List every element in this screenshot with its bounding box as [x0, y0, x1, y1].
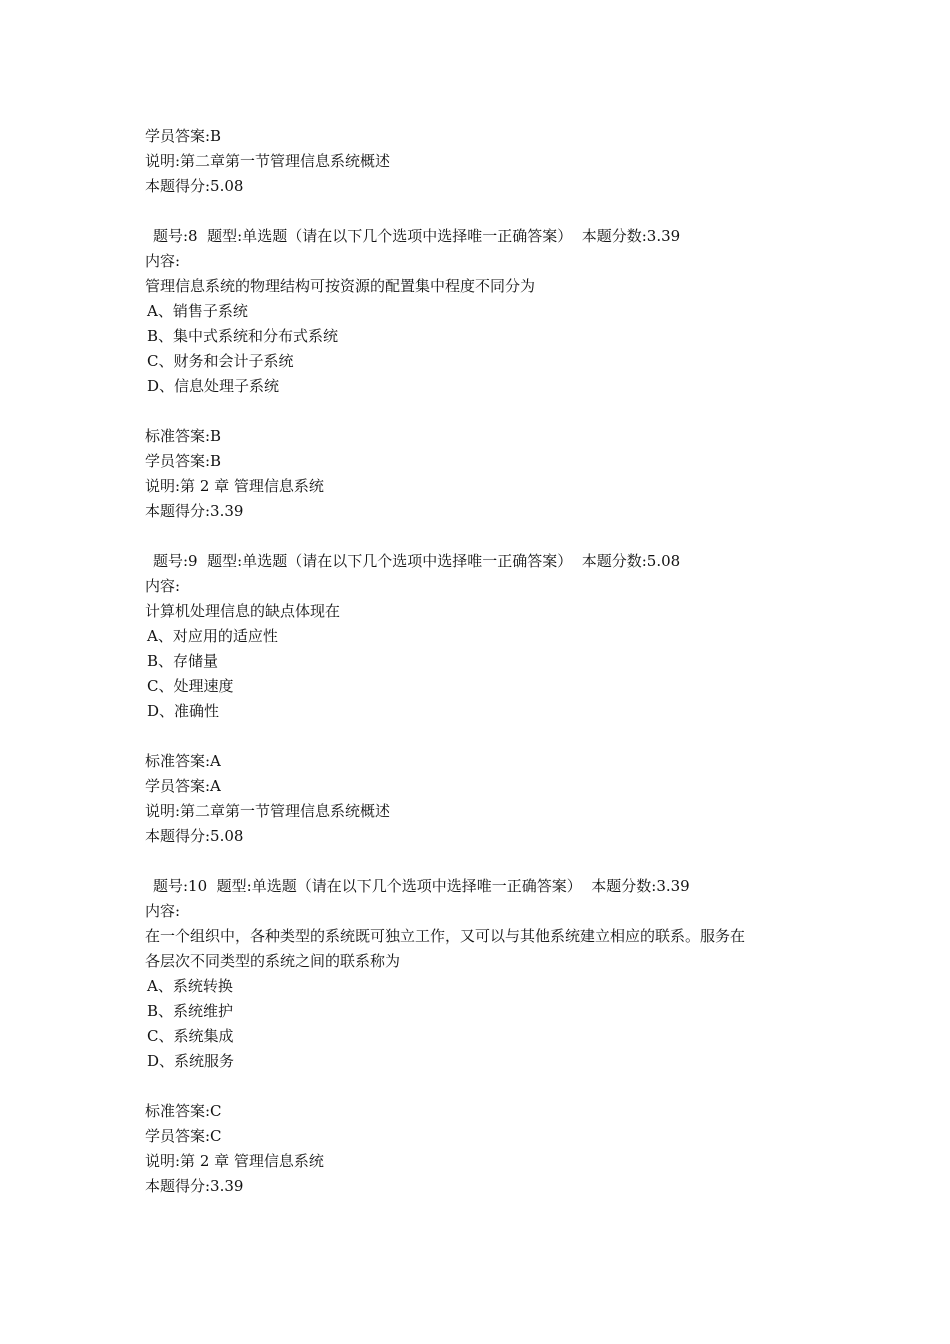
question-header-text: 题号:10 题型:单选题（请在以下几个选项中选择唯一正确答案） 本题分数:3.39 — [153, 877, 690, 895]
option-c: C、处理速度 — [147, 677, 234, 695]
option-b: B、存储量 — [147, 652, 219, 670]
content-label: 内容: — [145, 577, 181, 595]
spacer — [145, 199, 825, 224]
content-label: 内容: — [145, 902, 181, 920]
spacer — [145, 849, 825, 874]
question-block-8 — [145, 224, 825, 549]
option-a: A、系统转换 — [147, 977, 233, 995]
spacer — [145, 524, 825, 549]
explanation: 说明:第二章第一节管理信息系统概述 — [145, 802, 391, 820]
option-d: D、信息处理子系统 — [147, 377, 280, 395]
spacer — [145, 724, 825, 749]
content-label: 内容: — [145, 252, 181, 270]
student-answer: 学员答案:C — [145, 1127, 222, 1145]
question-stem-line-1: 在一个组织中，各种类型的系统既可独立工作，又可以与其他系统建立相应的联系。服务在 — [145, 927, 746, 945]
option-b: B、集中式系统和分布式系统 — [147, 327, 339, 345]
standard-answer: 标准答案:C — [145, 1102, 222, 1120]
question-header — [145, 224, 825, 249]
student-answer: 学员答案:B — [145, 452, 222, 470]
question-score: 本题得分:5.08 — [145, 177, 244, 195]
question-score: 本题得分:3.39 — [145, 502, 244, 520]
option-a: A、对应用的适应性 — [147, 627, 278, 645]
option-c: C、系统集成 — [147, 1027, 234, 1045]
option-b: B、系统维护 — [147, 1002, 234, 1020]
explanation: 说明:第二章第一节管理信息系统概述 — [145, 152, 391, 170]
question-stem: 计算机处理信息的缺点体现在 — [145, 602, 341, 620]
option-d: D、系统服务 — [147, 1052, 235, 1070]
standard-answer: 标准答案:A — [145, 752, 221, 770]
question-block-10 — [145, 874, 825, 1199]
question-stem-line-2: 各层次不同类型的系统之间的联系称为 — [145, 952, 401, 970]
question-score: 本题得分:5.08 — [145, 827, 244, 845]
question-score: 本题得分:3.39 — [145, 1177, 244, 1195]
spacer — [145, 399, 825, 424]
document-page — [145, 124, 825, 1199]
question-block-9 — [145, 549, 825, 874]
question-header — [145, 549, 825, 574]
explanation: 说明:第 2 章 管理信息系统 — [145, 477, 324, 495]
option-c: C、财务和会计子系统 — [147, 352, 294, 370]
option-a: A、销售子系统 — [147, 302, 248, 320]
question-header — [145, 874, 825, 899]
spacer — [145, 1074, 825, 1099]
option-d: D、准确性 — [147, 702, 220, 720]
student-answer: 学员答案:A — [145, 777, 221, 795]
question-header-text: 题号:8 题型:单选题（请在以下几个选项中选择唯一正确答案） 本题分数:3.39 — [153, 227, 681, 245]
question-header-text: 题号:9 题型:单选题（请在以下几个选项中选择唯一正确答案） 本题分数:5.08 — [153, 552, 681, 570]
standard-answer: 标准答案:B — [145, 427, 222, 445]
student-answer: 学员答案:B — [145, 127, 222, 145]
question-stem: 管理信息系统的物理结构可按资源的配置集中程度不同分为 — [145, 277, 536, 295]
explanation: 说明:第 2 章 管理信息系统 — [145, 1152, 324, 1170]
